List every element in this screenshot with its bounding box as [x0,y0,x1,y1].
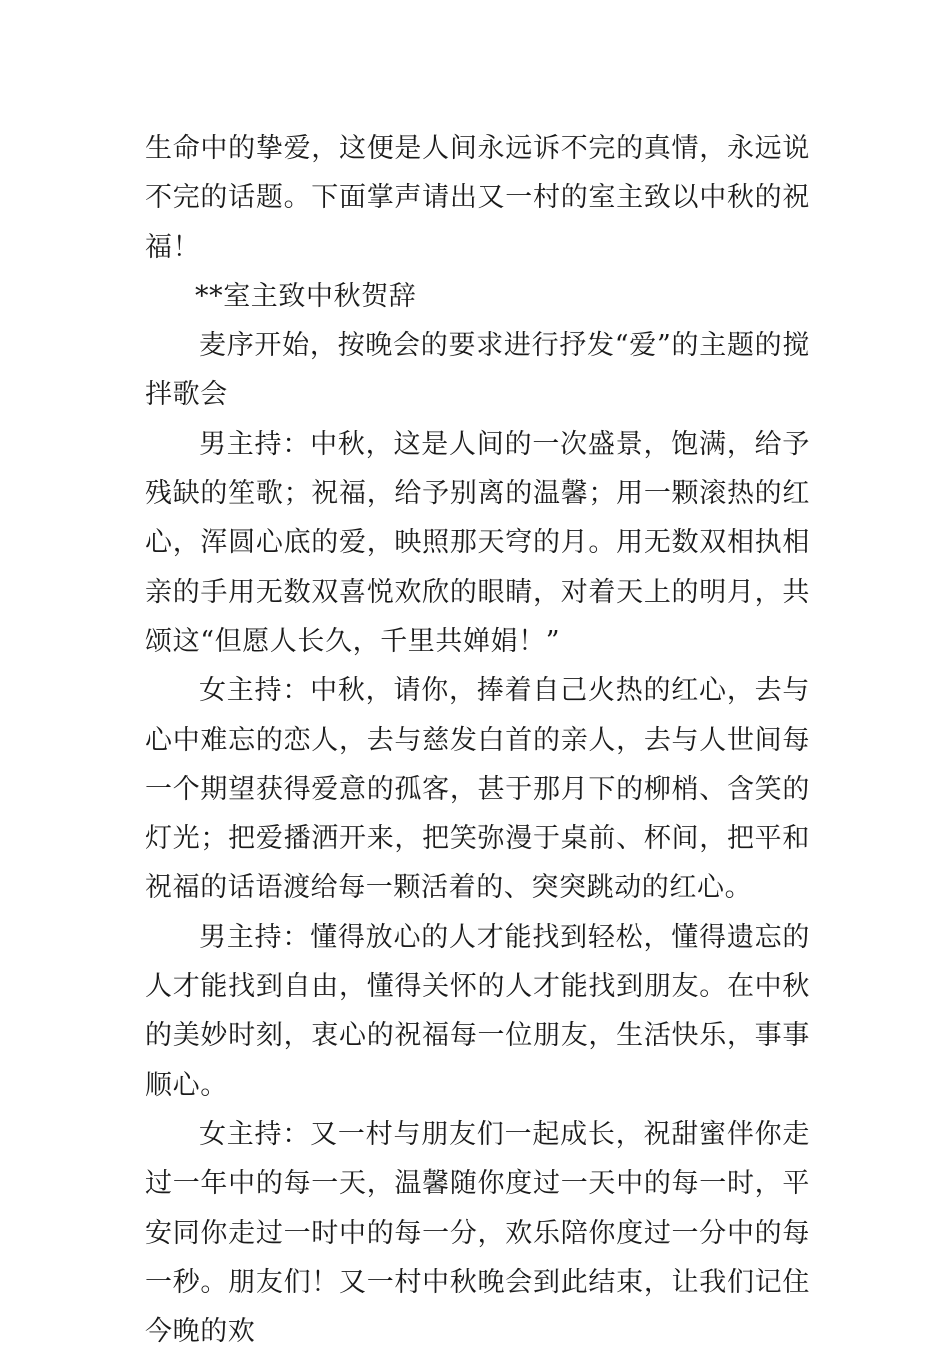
document-body [145,124,810,1356]
paragraph-male-host-1: 男主持：中秋，这是人间的一次盛景，饱满，给予残缺的笙歌；祝福，给予别离的温馨；用一颗滚热的红心，浑圆心底的爱，映照那天穹的月。用无数双相执相亲的手用无数双喜悦欢欣的眼睛，对着天上的明月，共颂这“但愿人长久，千里共婵娟！” [145,428,810,657]
paragraph-female-host-1: 女主持：中秋，请你，捧着自己火热的红心，去与心中难忘的恋人，去与慈发白首的亲人，去与人世间每一个期望获得爱意的孤客，甚于那月下的柳梢、含笑的灯光；把爱播洒开来，把笑弥漫于桌前、杯间，把平和祝福的话语渡给每一颗活着的、突突跳动的红心。 [145,675,810,904]
paragraph-program-item: **室主致中秋贺辞 [195,280,417,312]
paragraph-male-host-2: 男主持：懂得放心的人才能找到轻松，懂得遗忘的人才能找到自由，懂得关怀的人才能找到朋友。在中秋的美妙时刻，衷心的祝福每一位朋友，生活快乐，事事顺心。 [145,921,810,1101]
paragraph-song-session: 麦序开始，按晚会的要求进行抒发“爱”的主题的搅拌歌会 [145,330,810,411]
paragraph-female-host-2: 女主持：又一村与朋友们一起成长，祝甜蜜伴你走过一年中的每一天，温馨随你度过一天中的每一时，平安同你走过一时中的每一分，欢乐陪你度过一分中的每一秒。朋友们！又一村中秋晚会到此结束，让我们记住今晚的欢 [145,1118,810,1348]
paragraph-continuation: 生命中的挚爱，这便是人间永远诉不完的真情，永远说不完的话题。下面掌声请出又一村的室主致以中秋的祝福！ [145,133,810,263]
